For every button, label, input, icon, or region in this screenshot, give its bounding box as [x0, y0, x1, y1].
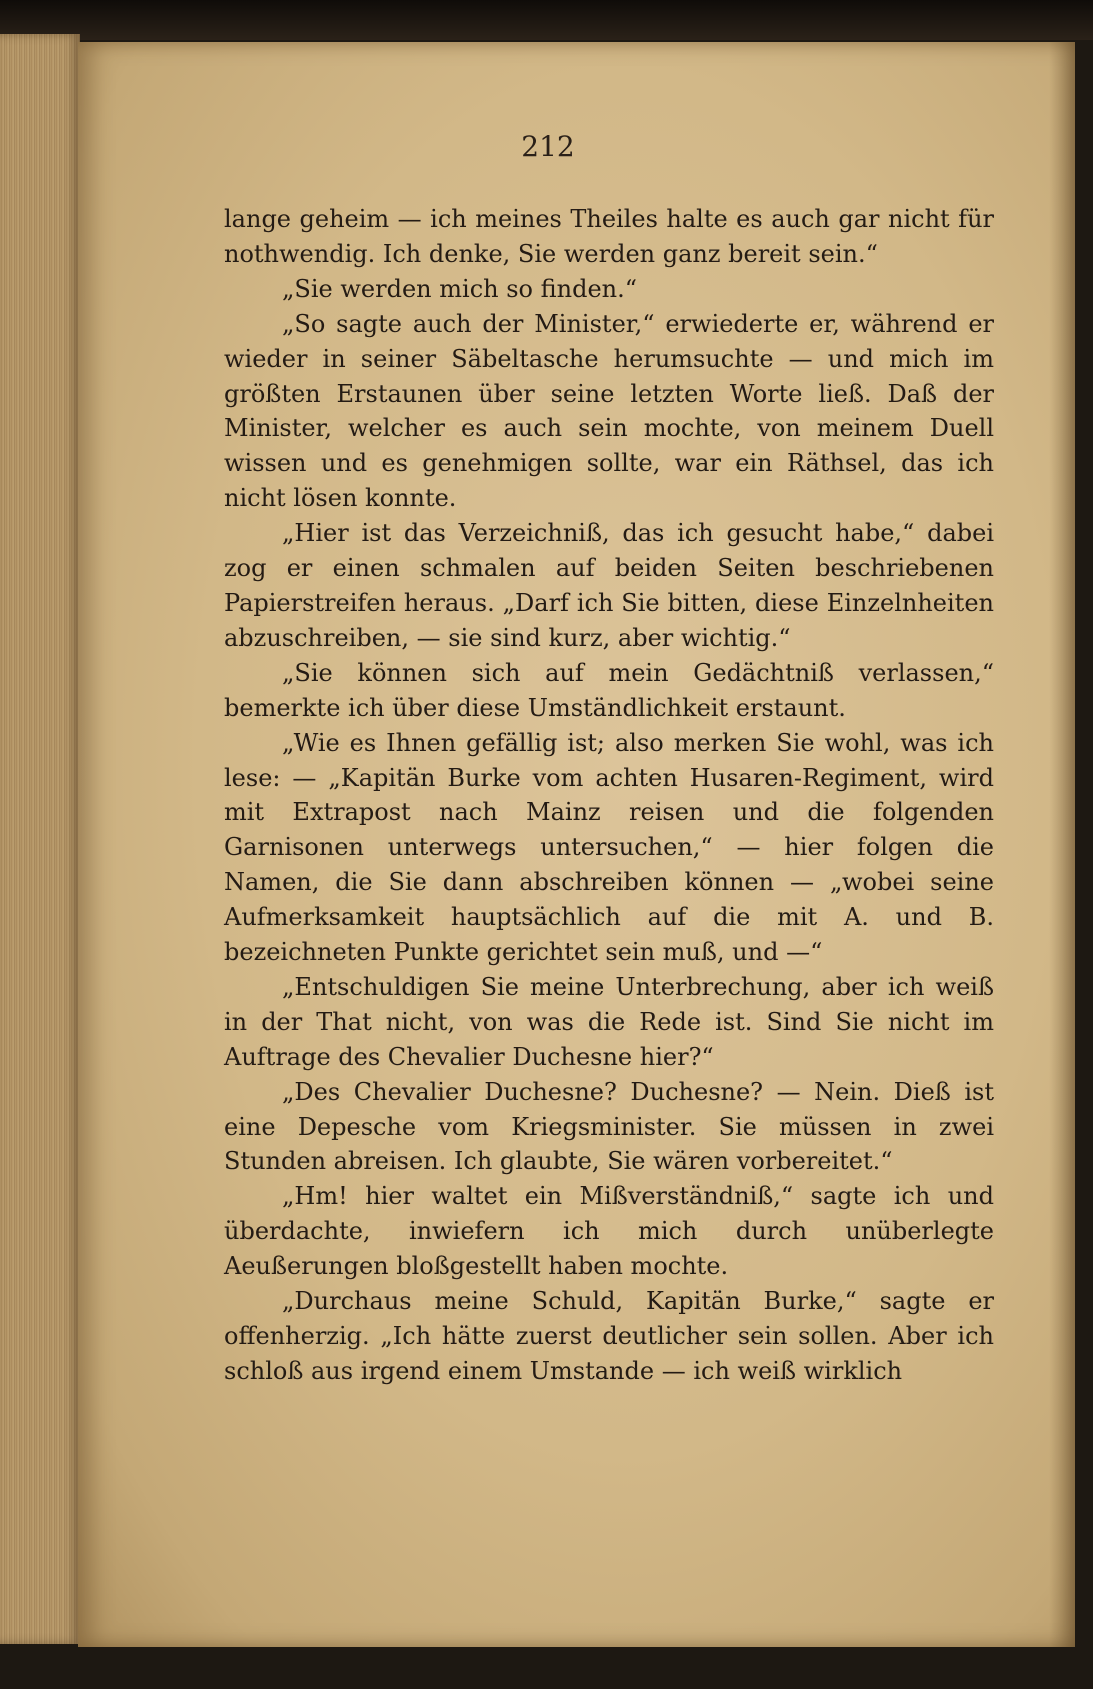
paragraph: „Entschuldigen Sie meine Unterbrechung, aber ich weiß in der That nicht, von was die Rede ist. Sind Sie nicht im Auftrage des Chevalier Duchesne hier?“ [224, 972, 994, 1071]
paragraph: „Des Chevalier Duchesne? Duchesne? — Nein. Dieß ist eine Depesche vom Kriegsminister. Sie müssen in zwei Stunden abreisen. Ich glaubte, Sie wären vorbereitet.“ [224, 1077, 994, 1176]
stacked-page-edges [0, 34, 80, 1644]
paragraph: „Sie werden mich so finden.“ [282, 274, 637, 303]
paragraph: „Durchaus meine Schuld, Kapitän Burke,“ sagte er offenherzig. „Ich hätte zuerst deutlicher sein sollen. Aber ich schloß aus irgend einem Umstande — ich weiß wirklich [224, 1287, 994, 1385]
paragraph: „Sie können sich auf mein Gedächtniß verlassen,“ bemerkte ich über diese Umständlichkeit erstaunt. [224, 658, 994, 722]
paragraph: lange geheim — ich meines Theiles halte es auch gar nicht für nothwendig. Ich denke, Sie werden ganz bereit sein.“ [224, 205, 994, 268]
body-text [224, 202, 994, 1389]
paragraph: „Hm! hier waltet ein Mißverständniß,“ sagte ich und überdachte, inwiefern ich mich durch unüberlegte Aeußerungen bloßgestellt haben mochte. [224, 1182, 994, 1281]
paragraph: „So sagte auch der Minister,“ erwiederte er, während er wieder in seiner Säbeltasche herumsuchte — und mich im größten Erstaunen über seine letzten Worte ließ. Daß der Minister, welcher es auch sein mochte, von meinem Duell wissen und es genehmigen sollte, war ein Räthsel, das ich nicht lösen konnte. [224, 309, 994, 513]
book-cover-edge [0, 0, 1093, 40]
paragraph: „Hier ist das Verzeichniß, das ich gesucht habe,“ dabei zog er einen schmalen auf beiden Seiten beschriebenen Papierstreifen heraus. „Darf ich Sie bitten, diese Einzelnheiten abzuschreiben, — sie sind kurz, aber wichtig.“ [224, 519, 994, 652]
book-page [78, 42, 1075, 1647]
page-number: 212 [521, 130, 575, 163]
paragraph: „Wie es Ihnen gefällig ist; also merken Sie wohl, was ich lese: — „Kapitän Burke vom achten Husaren-Regiment, wird mit Extrapost nach Mainz reisen und die folgenden Garnisonen unterwegs untersuchen,“ — hier folgen die Namen, die Sie dann abschreiben können — „wobei seine Aufmerksamkeit hauptsächlich auf die mit A. und B. bezeichneten Punkte gerichtet sein muß, und —“ [224, 728, 994, 967]
spine-shadow [1049, 42, 1075, 1647]
